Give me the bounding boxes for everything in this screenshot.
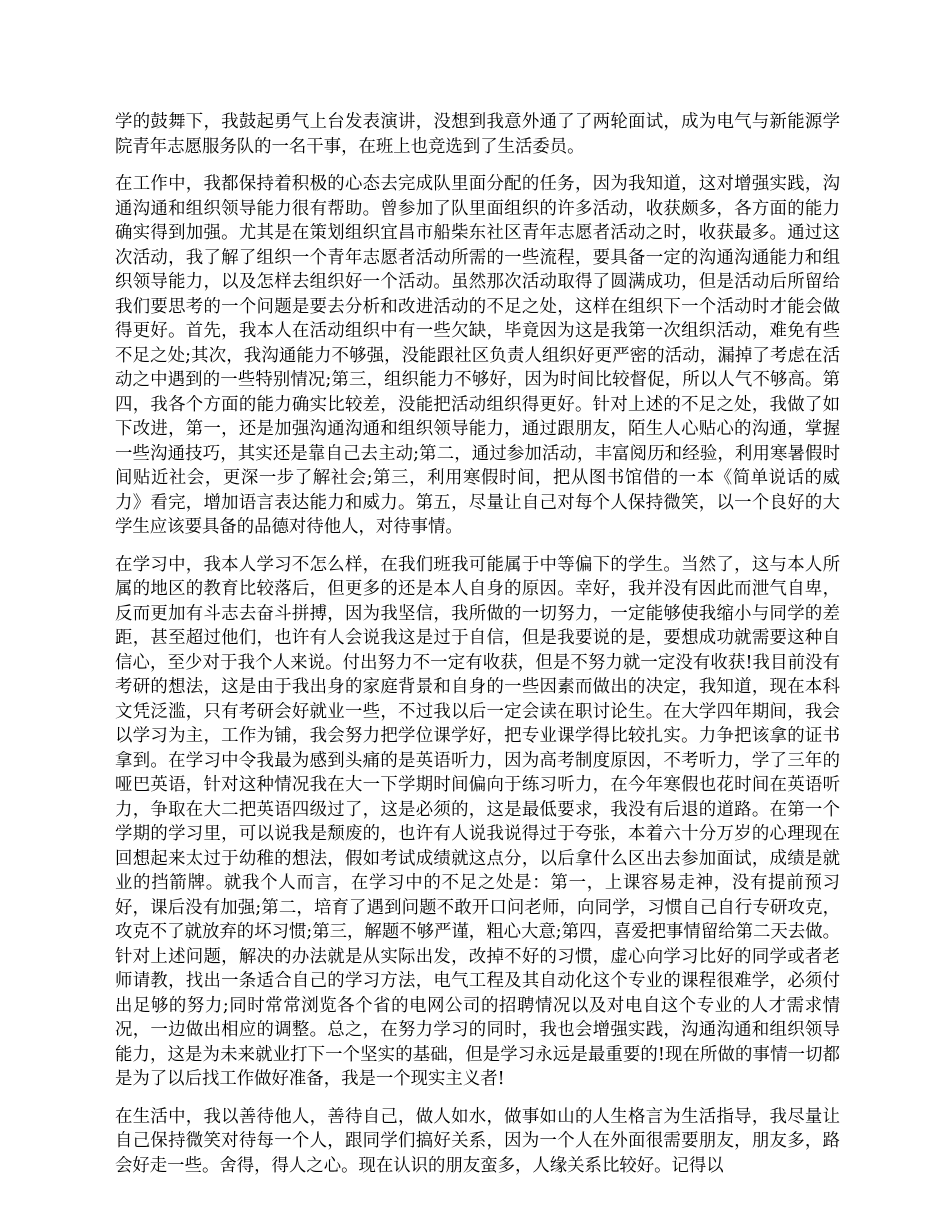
document-page xyxy=(115,110,840,1191)
paragraph-life: 在生活中，我以善待他人，善待自己，做人如水，做事如山的人生格言为生活指导，我尽量让自己保持微笑对待每一个人，跟同学们搞好关系，因为一个人在外面很需要朋友，朋友多，路会好走一些。舍得，得人之心。现在认识的朋友蛮多，人缘关系比较好。记得以 xyxy=(115,1106,840,1176)
paragraph-work: 在工作中，我都保持着积极的心态去完成队里面分配的任务，因为我知道，这对增强实践，沟通沟通和组织领导能力很有帮助。曾参加了队里面组织的许多活动，收获颇多，各方面的能力确实得到加强。尤其是在策划组织宜昌市船柴东社区青年志愿者活动之时，收获最多。通过这次活动，我了解了组织一个青年志愿者活动所需的一些流程，要具备一定的沟通沟通能力和组织领导能力，以及怎样去组织好一个活动。虽然那次活动取得了圆满成功，但是活动后所留给我们要思考的一个问题是要去分析和改进活动的不足之处，这样在组织下一个活动时才能会做得更好。首先，我本人在活动组织中有一些欠缺，毕竟因为这是我第一次组织活动，难免有些不足之处;其次，我沟通能力不够强，没能跟社区负责人组织好更严密的活动，漏掉了考虑在活动之中遇到的一些特别情况;第三，组织能力不够好，因为时间比较督促，所以人气不够高。第四，我各个方面的能力确实比较差，没能把活动组织得更好。针对上述的不足之处，我做了如下改进，第一，还是加强沟通沟通和组织领导能力，通过跟朋友，陌生人心贴心的沟通，掌握一些沟通技巧，其实还是靠自己去主动;第二，通过参加活动，丰富阅历和经验，利用寒暑假时间贴近社会，更深一步了解社会;第三，利用寒假时间，把从图书馆借的一本《简单说话的威力》看完，增加语言表达能力和威力。第五，尽量让自己对每个人保持微笑，以一个良好的大学生应该要具备的品德对待他人，对待事情。 xyxy=(115,174,840,537)
paragraph-intro: 学的鼓舞下，我鼓起勇气上台发表演讲，没想到我意外通了了两轮面试，成为电气与新能源学院青年志愿服务队的一名干事，在班上也竞选到了生活委员。 xyxy=(115,112,840,157)
paragraph-study: 在学习中，我本人学习不怎么样，在我们班我可能属于中等偏下的学生。当然了，这与本人所属的地区的教育比较落后，但更多的还是本人自身的原因。幸好，我并没有因此而泄气自卑，反而更加有斗志去奋斗拼搏，因为我坚信，我所做的一切努力，一定能够使我缩小与同学的差距，甚至超过他们，也许有人会说我这是过于自信，但是我要说的是，要想成功就需要这种自信心，至少对于我个人来说。付出努力不一定有收获，但是不努力就一定没有收获!我目前没有考研的想法，这是由于我出身的家庭背景和自身的一些因素而做出的决定，我知道，现在本科文凭泛滥，只有考研会好就业一些，不过我以后一定会读在职讨论生。在大学四年期间，我会以学习为主，工作为铺，我会努力把学位课学好，把专业课学得比较扎实。力争把该拿的证书拿到。在学习中令我最为感到头痛的是英语听力，因为高考制度原因，不考听力，学了三年的哑巴英语，针对这种情况我在大一下学期时间偏向于练习听力，在今年寒假也花时间在英语听力，争取在大二把英语四级过了，这是必须的，这是最低要求，我没有后退的道路。在第一个学期的学习里，可以说我是颓废的，也许有人说我说得过于夸张，本着六十分万岁的心理现在回想起来太过于幼稚的想法，假如考试成绩就这点分，以后拿什么区出去参加面试，成绩是就业的挡箭牌。就我个人而言，在学习中的不足之处是：第一，上课容易走神，没有提前预习好，课后没有加强;第二，培育了遇到问题不敢开口问老师，向同学，习惯自己自行专研攻克，攻克不了就放弃的坏习惯;第三，解题不够严谨，粗心大意;第四，喜爱把事情留给第二天去做。针对上述问题，解决的办法就是从实际出发，改掉不好的习惯，虚心向学习比好的同学或者老师请教，找出一条适合自己的学习方法，电气工程及其自动化这个专业的课程很难学，必须付出足够的努力;同时常常浏览各个省的电网公司的招聘情况以及对电自这个专业的人才需求情况，一边做出相应的调整。总之，在努力学习的同时，我也会增强实践，沟通沟通和组织领导能力，这是为未来就业打下一个坚实的基础，但是学习永远是最重要的!现在所做的事情一切都是为了以后找工作做好准备，我是一个现实主义者! xyxy=(115,554,840,1089)
